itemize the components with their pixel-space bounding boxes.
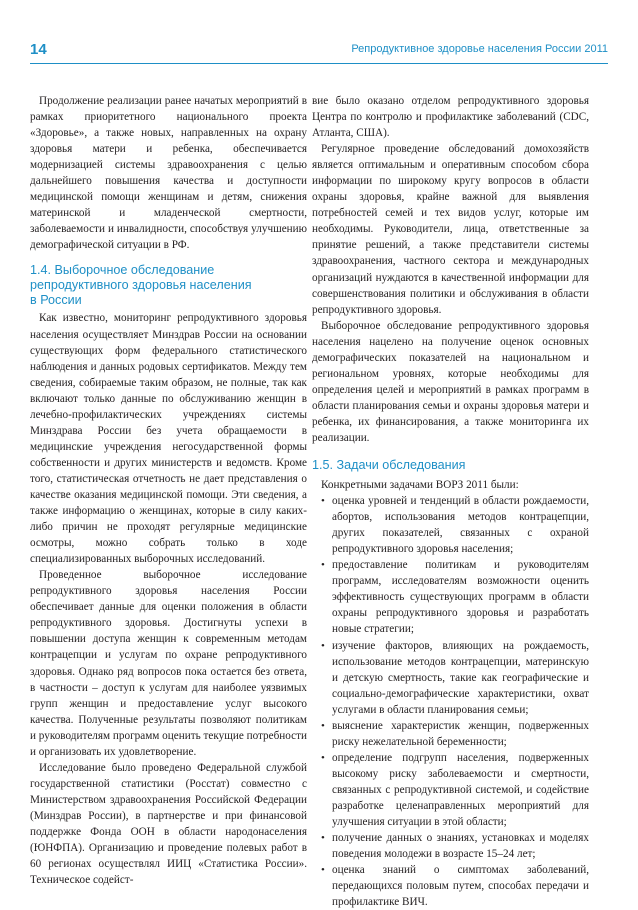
- page-header: [30, 41, 608, 61]
- section-1-4-title-line-3: в России: [30, 293, 82, 308]
- task-text: оценка уровней и тенденций в области рождаемости, абортов, использования методов контрацепции, других показателей, связанных с охраной репродуктивного здоровья населения;: [332, 495, 589, 556]
- household-surveys-paragraph: Регулярное проведение обследований домохозяйств является оптимальным и оперативным способом сбора информации по широкому кругу вопросов в области охраны здоровья, крайне важной для выявления потребностей семей и тех видов услуг, которые им необходимы. Руководители, лица, ответственные за принятие решений, а также представители системы здравоохранения, частного сектора и международных организаций нуждаются в качественной информации для совершенствования политики и обслуживания в области репродуктивного здоровья.: [312, 143, 589, 316]
- right-column: [312, 93, 589, 910]
- task-text: определение подгрупп населения, подверженных высокому риску заболеваемости и смертности, связанных с репродуктивной системой, и содействие разработке целенаправленных мероприятий для улучшения ситуации в этой области;: [332, 751, 589, 829]
- tasks-intro: Конкретными задачами ВОРЗ 2011 были:: [321, 479, 519, 492]
- section-1-4-title-line-2: репродуктивного здоровья населения: [30, 278, 252, 293]
- bullet-icon: •: [321, 751, 325, 764]
- cdc-paragraph: вие было оказано отделом репродуктивного здоровья Центра по контролю и профилактике заболеваний (CDC, Атланта, США).: [312, 95, 589, 140]
- bullet-icon: •: [321, 639, 325, 652]
- list-item: [312, 830, 589, 862]
- tasks-list: [312, 493, 589, 910]
- intro-paragraph: Продолжение реализации ранее начатых мероприятий в рамках приоритетного национального проекта «Здоровье», а также новых, направленных на охрану здоровья матери и ребенка, обеспечивается модернизацией системы здравоохранения с целью дальнейшего повышения качества и доступности медицинской помощи женщинам и детям, снижения материнской и младенческой смертности, заболеваемости и инвалидности, способствуя улучшению демографической ситуации в РФ.: [30, 95, 307, 252]
- list-item: [312, 638, 589, 718]
- organization-paragraph: Исследование было проведено Федеральной службой государственной статистики (Росстат) совместно с Министерством здравоохранения Российской Федерации (Минздрав России), в партнерстве и при финансовой поддержке Фонда ООН в области народонаселения (ЮНФПА). Организацию и проведение полевых работ в 60 регионах осуществлял ИИЦ «Статистика России». Техническое содейст-: [30, 761, 307, 887]
- list-item: [312, 718, 589, 750]
- task-text: получение данных о знаниях, установках и моделях поведения молодежи в возрасте 15–24 лет;: [332, 832, 589, 861]
- running-title: Репродуктивное здоровье населения России 2011: [351, 43, 608, 55]
- bullet-icon: •: [321, 832, 325, 845]
- task-text: изучение факторов, влияющих на рождаемость, использование методов контрацепции, материнскую и детскую смертность, такие как географические и социально-демографические характеристики, охват услугами в области планирования семьи;: [332, 639, 589, 716]
- header-rule: [30, 63, 608, 64]
- list-item: [312, 493, 589, 557]
- section-1-4-title-line-1: 1.4. Выборочное обследование: [30, 263, 215, 278]
- list-item: [312, 750, 589, 830]
- page-number: 14: [30, 41, 47, 58]
- section-1-4-title: [30, 263, 307, 308]
- task-text: выяснение характеристик женщин, подверженных риску нежелательной беременности;: [332, 719, 589, 748]
- survey-aim-paragraph: Выборочное обследование репродуктивного здоровья населения нацелено на получение оценок основных демографических показателей на национальном и региональном уровнях, которые необходимы для определения целей и мероприятий в рамках программ в области планирования семьи и охраны здоровья матери и ребенка, их финансирования, а также мониторинга их реализации.: [312, 319, 589, 444]
- task-text: предоставление политикам и руководителям программ, исследователям возможности оценить эффективность существующих программ в области охраны репродуктивного здоровья и разработать новые стратегии;: [332, 559, 589, 636]
- left-column: [30, 93, 307, 888]
- bullet-icon: •: [321, 495, 325, 508]
- survey-results-paragraph: Проведенное выборочное исследование репродуктивного здоровья населения России обеспечивает данные для оценки положения в области репродуктивного здоровья. Достигнуты успехи в повышении доступа женщин к современным методам контрацепции и услугам по охране репродуктивного здоровья. Однако ряд вопросов пока остается без ответа, в частности – доступ к услугам для наиболее уязвимых групп женщин и предоставление услуг высокого качества. Полученные результаты позволяют политикам и руководителям программ оценить текущие потребности и организовать их удовлетворение.: [30, 569, 307, 758]
- task-text: оценка знаний о симптомах заболеваний, передающихся половым путем, способах передачи и профилактике ВИЧ.: [332, 864, 589, 909]
- bullet-icon: •: [321, 559, 325, 572]
- list-item: [312, 557, 589, 637]
- bullet-icon: •: [321, 719, 325, 732]
- section-1-5-title: 1.5. Задачи обследования: [312, 458, 466, 473]
- monitoring-paragraph: Как известно, мониторинг репродуктивного здоровья населения осуществляет Минздрав России на основании существующих форм федерального статистического наблюдения и данных родовых сертификатов. Между тем сведения, собираемые таким образом, не полные, так как включают только данные по обслуживанию женщин в лечебно-профилактических учреждениях системы Минздрава России без учета обращаемости в медицинские учреждения негосударственной формы собственности и других министерств и ведомств. Кроме того, статистическая отчетность не дает представления о качестве оказания медицинской помощи. Эти сведения, а также информацию о женщинах, которые в силу каких-либо причин не проходят регулярные медицинские осмотры, можно собрать только в ходе специализированных выборочных исследований.: [30, 312, 307, 566]
- bullet-icon: •: [321, 864, 325, 877]
